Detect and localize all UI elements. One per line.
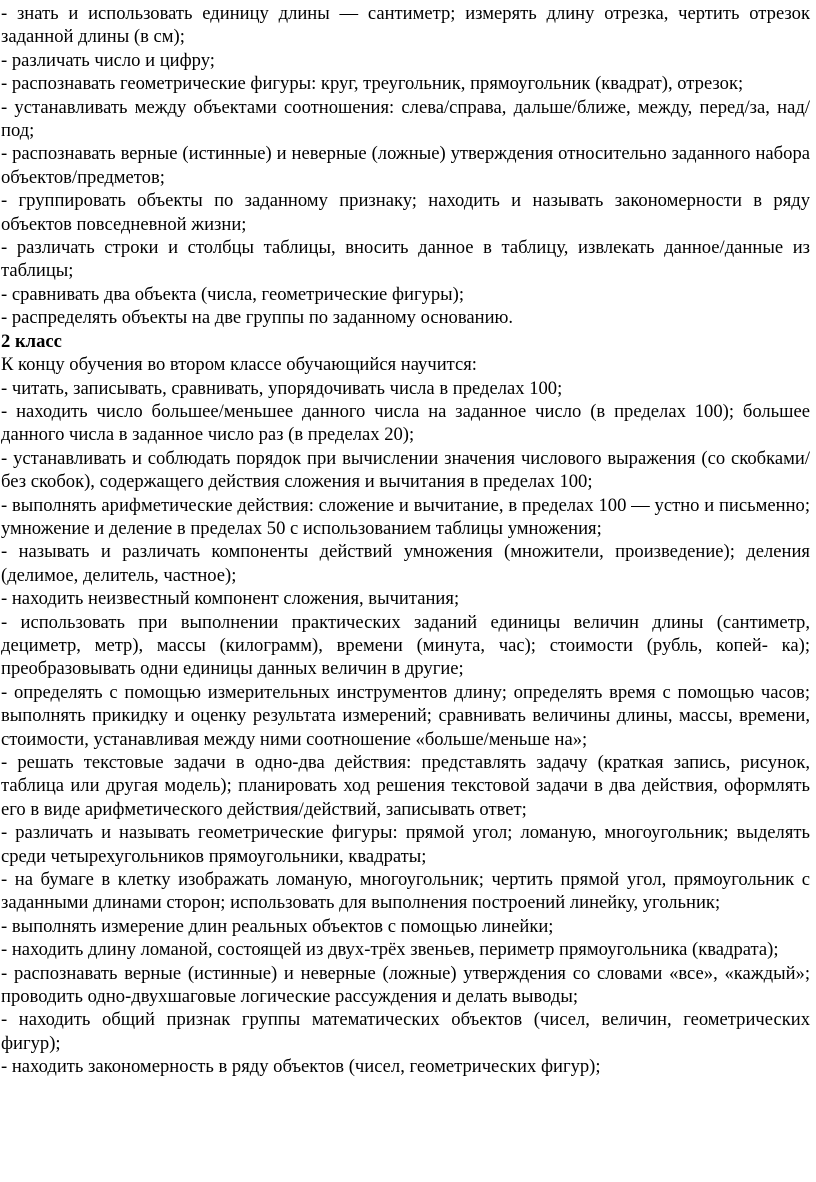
grade1-item: - сравнивать два объекта (числа, геометрические фигуры); — [1, 283, 465, 305]
grade2-item: - выполнять арифметические действия: сложение и вычитание, в пределах 100 — устно и письменно; умножение и деление в пределах 50 с использованием таблицы умножения; — [1, 494, 810, 539]
grade1-item: - различать число и цифру; — [1, 49, 215, 71]
grade1-item: - распознавать геометрические фигуры: круг, треугольник, прямоугольник (квадрат), отрезок; — [1, 73, 744, 95]
grade1-item: - группировать объекты по заданному признаку; находить и называть закономерности в ряду объектов повседневной жизни; — [1, 190, 810, 235]
grade2-item: - находить число большее/меньшее данного числа на заданное число (в пределах 100); большее данного числа в заданное число раз (в пределах 20); — [1, 400, 810, 446]
grade2-item: - называть и различать компоненты действий умножения (множители, произведение); деления (делимое, делитель, частное); — [1, 541, 810, 586]
grade2-item: - использовать при выполнении практических заданий единицы величин длины (сантиметр, дециметр, метр), массы (килограмм), времени (минута, час); стоимости (рубль, копей- ка); преобразовывать одни единицы данных величин в другие; — [1, 611, 810, 680]
grade2-item: - определять с помощью измерительных инструментов длину; определять время с помощью часов; выполнять прикидку и оценку результата измерений; сравнивать величины длины, массы, времени, стоимости, устанавливая между ними соотношение «больше/меньше на»; — [1, 681, 810, 750]
grade2-item: - находить длину ломаной, состоящей из двух-трёх звеньев, периметр прямоугольника (квадрата); — [1, 939, 779, 961]
grade2-item: - читать, записывать, сравнивать, упорядочивать числа в пределах 100; — [1, 377, 563, 399]
grade1-item: - различать строки и столбцы таблицы, вносить данное в таблицу, извлекать данное/данные из таблицы; — [1, 237, 810, 282]
grade2-item: - находить неизвестный компонент сложения, вычитания; — [1, 588, 460, 610]
grade2-item: - на бумаге в клетку изображать ломаную, многоугольник; чертить прямой угол, прямоугольник с заданными длинами сторон; использовать для выполнения построений линейку, угольник; — [1, 869, 810, 914]
grade2-item: - устанавливать и соблюдать порядок при вычислении значения числового выражения (со скобками/без скобок), содержащего действия сложения и вычитания в пределах 100; — [1, 447, 810, 493]
grade2-item: - различать и называть геометрические фигуры: прямой угол; ломаную, многоугольник; выделять среди четырехугольников прямоугольники, квадраты; — [1, 822, 810, 867]
grade2-item: - выполнять измерение длин реальных объектов с помощью линейки; — [1, 915, 554, 937]
grade2-intro: К концу обучения во втором классе обучающийся научится: — [1, 354, 477, 376]
grade1-item: - знать и использовать единицу длины — сантиметр; измерять длину отрезка, чертить отрезок заданной длины (в см); — [1, 3, 810, 48]
grade2-item: - находить общий признак группы математических объектов (чисел, величин, геометрических фигур); — [1, 1009, 810, 1054]
grade2-item: - решать текстовые задачи в одно-два действия: представлять задачу (краткая запись, рисунок, таблица или другая модель); планировать ход решения текстовой задачи в два действия, оформлять его в виде арифметического действия/действий, записывать ответ; — [1, 752, 810, 820]
grade1-item: - распознавать верные (истинные) и неверные (ложные) утверждения относительно заданного набора объектов/предметов; — [1, 143, 810, 188]
grade2-heading: 2 класс — [1, 330, 62, 352]
grade1-item: - распределять объекты на две группы по заданному основанию. — [1, 307, 514, 329]
grade2-item: - распознавать верные (истинные) и неверные (ложные) утверждения со словами «все», «каждый»; проводить одно-двухшаговые логические рассуждения и делать выводы; — [1, 962, 810, 1008]
grade2-item: - находить закономерность в ряду объектов (чисел, геометрических фигур); — [1, 1056, 601, 1078]
grade1-item: - устанавливать между объектами соотношения: слева/справа, дальше/ближе, между, перед/за, над/под; — [1, 96, 810, 142]
